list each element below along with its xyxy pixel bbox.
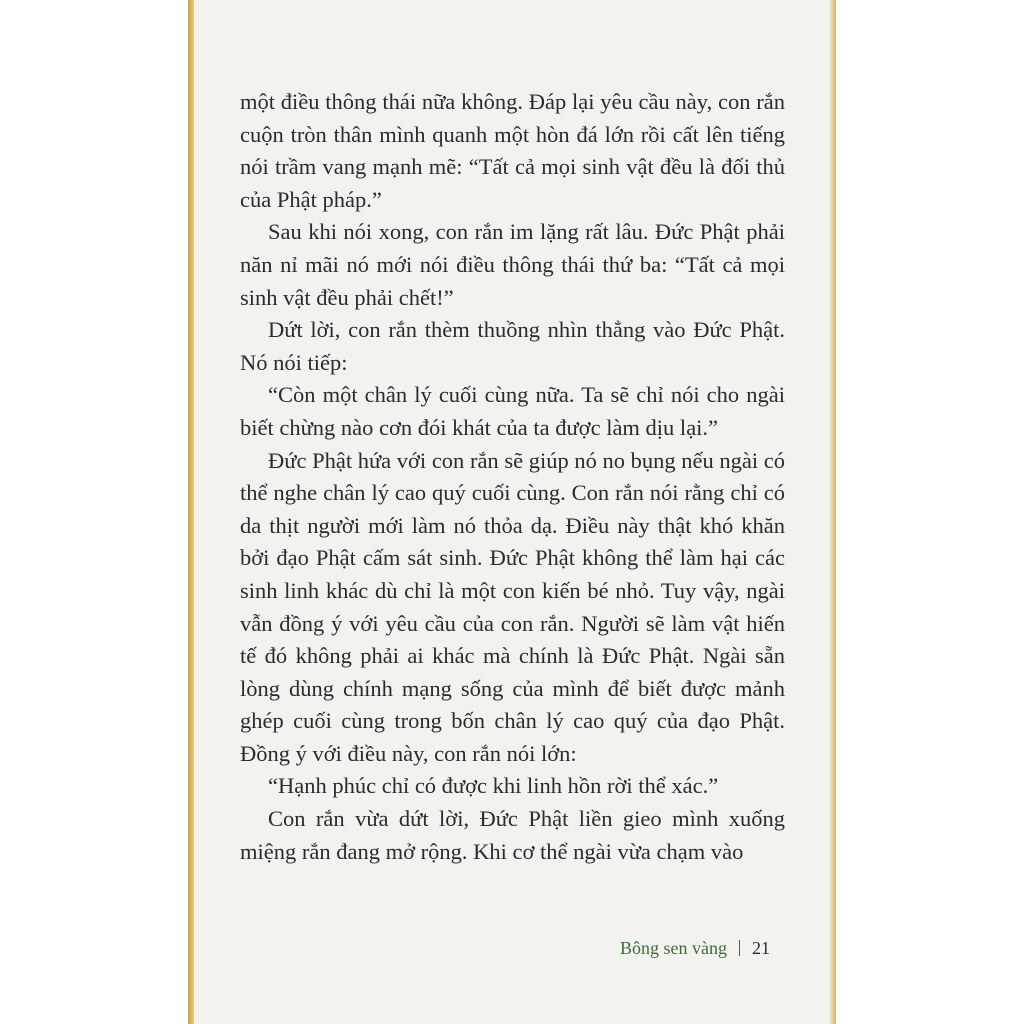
quote-paragraph: “Hạnh phúc chỉ có được khi linh hồn rời thể xác.” [268, 773, 719, 799]
footer-book-title: Bông sen vàng [620, 938, 727, 958]
page-number: 21 [752, 938, 770, 958]
paragraph: Con rắn vừa dứt lời, Đức Phật liền gieo mình xuống miệng rắn đang mở rộng. Khi cơ thể ngài vừa chạm vào [240, 806, 785, 864]
running-footer [560, 938, 770, 959]
footer-divider [739, 940, 740, 956]
paragraph: Sau khi nói xong, con rắn im lặng rất lâu. Đức Phật phải năn nỉ mãi nó mới nói điều thông thái thứ ba: “Tất cả mọi sinh vật đều phải chết!” [240, 219, 785, 310]
quote-paragraph: “Còn một chân lý cuối cùng nữa. Ta sẽ chỉ nói cho ngài biết chừng nào cơn đói khát của ta được làm dịu lại.” [240, 382, 785, 440]
page-body-text [240, 86, 785, 868]
book-edge-right [830, 0, 836, 1024]
background-right [836, 0, 1024, 1024]
paragraph-continuation: một điều thông thái nữa không. Đáp lại yêu cầu này, con rắn cuộn tròn thân mình quanh một hòn đá lớn rồi cất lên tiếng nói trầm vang mạnh mẽ: “Tất cả mọi sinh vật đều là đối thủ của Phật pháp.” [240, 89, 785, 212]
paragraph: Dứt lời, con rắn thèm thuồng nhìn thẳng vào Đức Phật. Nó nói tiếp: [240, 317, 785, 375]
paragraph: Đức Phật hứa với con rắn sẽ giúp nó no bụng nếu ngài có thể nghe chân lý cao quý cuối cùng. Con rắn nói rằng chỉ có da thịt người mới làm nó thỏa dạ. Điều này thật khó khăn bởi đạo Phật cấm sát sinh. Đức Phật không thể làm hại các sinh linh khác dù chỉ là một con kiến bé nhỏ. Tuy vậy, ngài vẫn đồng ý với yêu cầu của con rắn. Người sẽ làm vật hiến tế đó không phải ai khác mà chính là Đức Phật. Ngài sẵn lòng dùng chính mạng sống của mình để biết được mảnh ghép cuối cùng trong bốn chân lý cao quý của đạo Phật. Đồng ý với điều này, con rắn nói lớn: [240, 447, 785, 766]
background-left [0, 0, 188, 1024]
